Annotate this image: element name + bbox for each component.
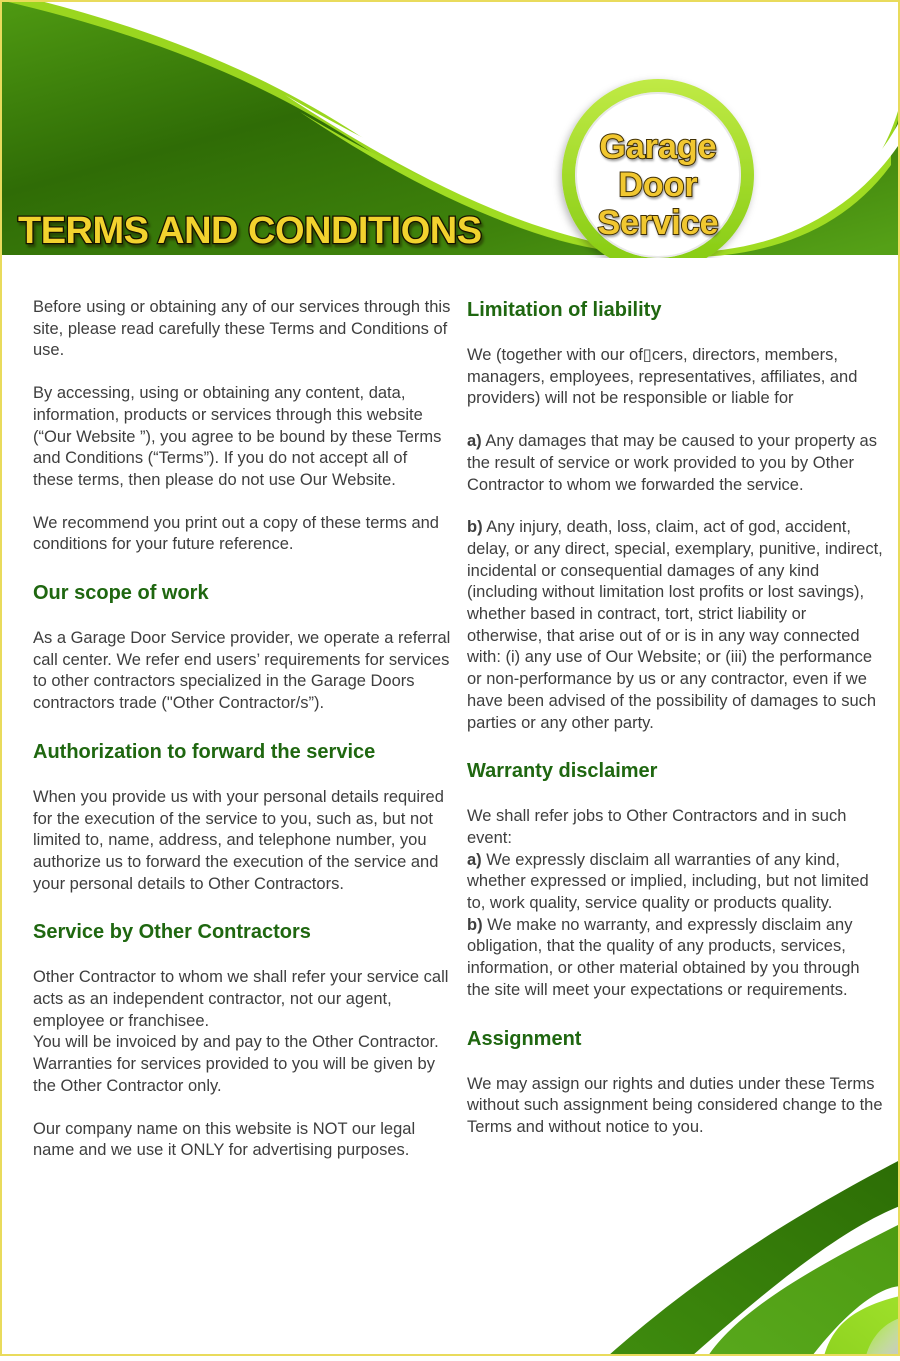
badge-text-line-3: Service: [597, 204, 719, 242]
footer-corner-shadow: [866, 1318, 900, 1356]
left-column: [33, 297, 451, 1183]
footer-dark-band: [608, 1160, 900, 1356]
authorization-paragraph: When you provide us with your personal details required for the execution of the service to you, such as, but not limited to, name, address, and telephone number, you authorize us to forward the execution of the service and your personal details to Other Contractors.: [33, 787, 444, 893]
intro-paragraph-1: Before using or obtaining any of our services through this site, please read carefully these Terms and Conditions of use.: [33, 298, 451, 360]
intro-paragraph-2: By accessing, using or obtaining any content, data, information, products or services through this website (“Our Website ”), you agree to be bound by these Terms and Conditions (“Terms”). If you do not accept all of these terms, then please do not use Our Website.: [33, 384, 442, 489]
header-wave-graphic: [0, 0, 898, 258]
other-contractors-line-2: You will be invoiced by and pay to the Other Contractor.: [33, 1033, 439, 1052]
item-marker-a2: a): [467, 850, 482, 869]
badge-text-line-1: Garage: [599, 128, 717, 166]
liability-item-a-text: Any damages that may be caused to your property as the result of service or work provided to you by Other Contractor to whom we forwarded the service.: [467, 432, 877, 494]
header-banner: [0, 0, 898, 258]
warranty-intro-line: We shall refer jobs to Other Contractors and in such event:: [467, 807, 847, 847]
item-marker-b2: b): [467, 915, 483, 934]
company-name-paragraph: Our company name on this website is NOT our legal name and we use it ONLY for advertising purposes.: [33, 1119, 416, 1160]
liability-item-b-text: Any injury, death, loss, claim, act of god, accident, delay, or any direct, special, exemplary, punitive, indirect, incidental or consequential damages of any kind (including without limitation lost profits or lost savings), whether based in contract, tort, strict liability or otherwise, that arise out of or is in any way connected with: (i) any use of Our Website; or (iii) the performance or non-performance by us or any contractor, even if we have been advised of the possibility of damages to such parties or any other party.: [467, 518, 883, 732]
warranty-paragraph: [467, 806, 885, 1001]
liability-item-b: [467, 517, 885, 734]
badge-text-line-2: Door: [618, 166, 698, 204]
footer-mid-band: [708, 1224, 900, 1356]
warranty-item-a: [467, 850, 885, 915]
warranty-item-a-text: We expressly disclaim all warranties of any kind, whether expressed or implied, including, but not limited to, work quality, service quality or products quality.: [467, 850, 869, 913]
other-contractors-line-3: Warranties for services provided to you will be given by the Other Contractor only.: [33, 1055, 435, 1095]
section-heading-authorization: Authorization to forward the service: [33, 740, 376, 763]
other-contractors-paragraph: [33, 967, 451, 1097]
right-column: [467, 297, 885, 1160]
section-heading-warranty-disclaimer: Warranty disclaimer: [467, 760, 658, 783]
scope-of-work-paragraph: As a Garage Door Service provider, we operate a referral call center. We refer end users’ requirements for services to other contractors specialized in the Garage Doors contractors trade ("Other Contractor/s”).: [33, 629, 451, 713]
item-marker-a: a): [467, 432, 482, 451]
page-title: TERMS AND CONDITIONS: [18, 210, 482, 252]
footer-lime-band: [824, 1296, 900, 1356]
item-marker-b: b): [467, 518, 483, 537]
section-heading-assignment: Assignment: [467, 1027, 582, 1050]
other-contractors-line-1: Other Contractor to whom we shall refer your service call acts as an independent contractor, not our agent, employee or franchisee.: [33, 968, 449, 1030]
liability-intro-paragraph: We (together with our of▯cers, directors, members, managers, employees, representatives, affiliates, and providers) will not be responsible or liable for: [467, 346, 858, 408]
warranty-item-b: [467, 915, 885, 1002]
liability-item-a: [467, 431, 885, 496]
intro-paragraph-3: We recommend you print out a copy of these terms and conditions for your future reference.: [33, 513, 439, 554]
section-heading-scope-of-work: Our scope of work: [33, 582, 209, 605]
assignment-paragraph: We may assign our rights and duties under these Terms without such assignment being considered change to the Terms and without notice to you.: [467, 1074, 883, 1136]
warranty-item-b-text: We make no warranty, and expressly disclaim any obligation, that the quality of any products, services, information, or other material obtained by you through the site will meet your expectations or requirements.: [467, 915, 860, 999]
section-heading-service-by-other-contractors: Service by Other Contractors: [33, 921, 311, 944]
section-heading-limitation-of-liability: Limitation of liability: [467, 299, 662, 321]
